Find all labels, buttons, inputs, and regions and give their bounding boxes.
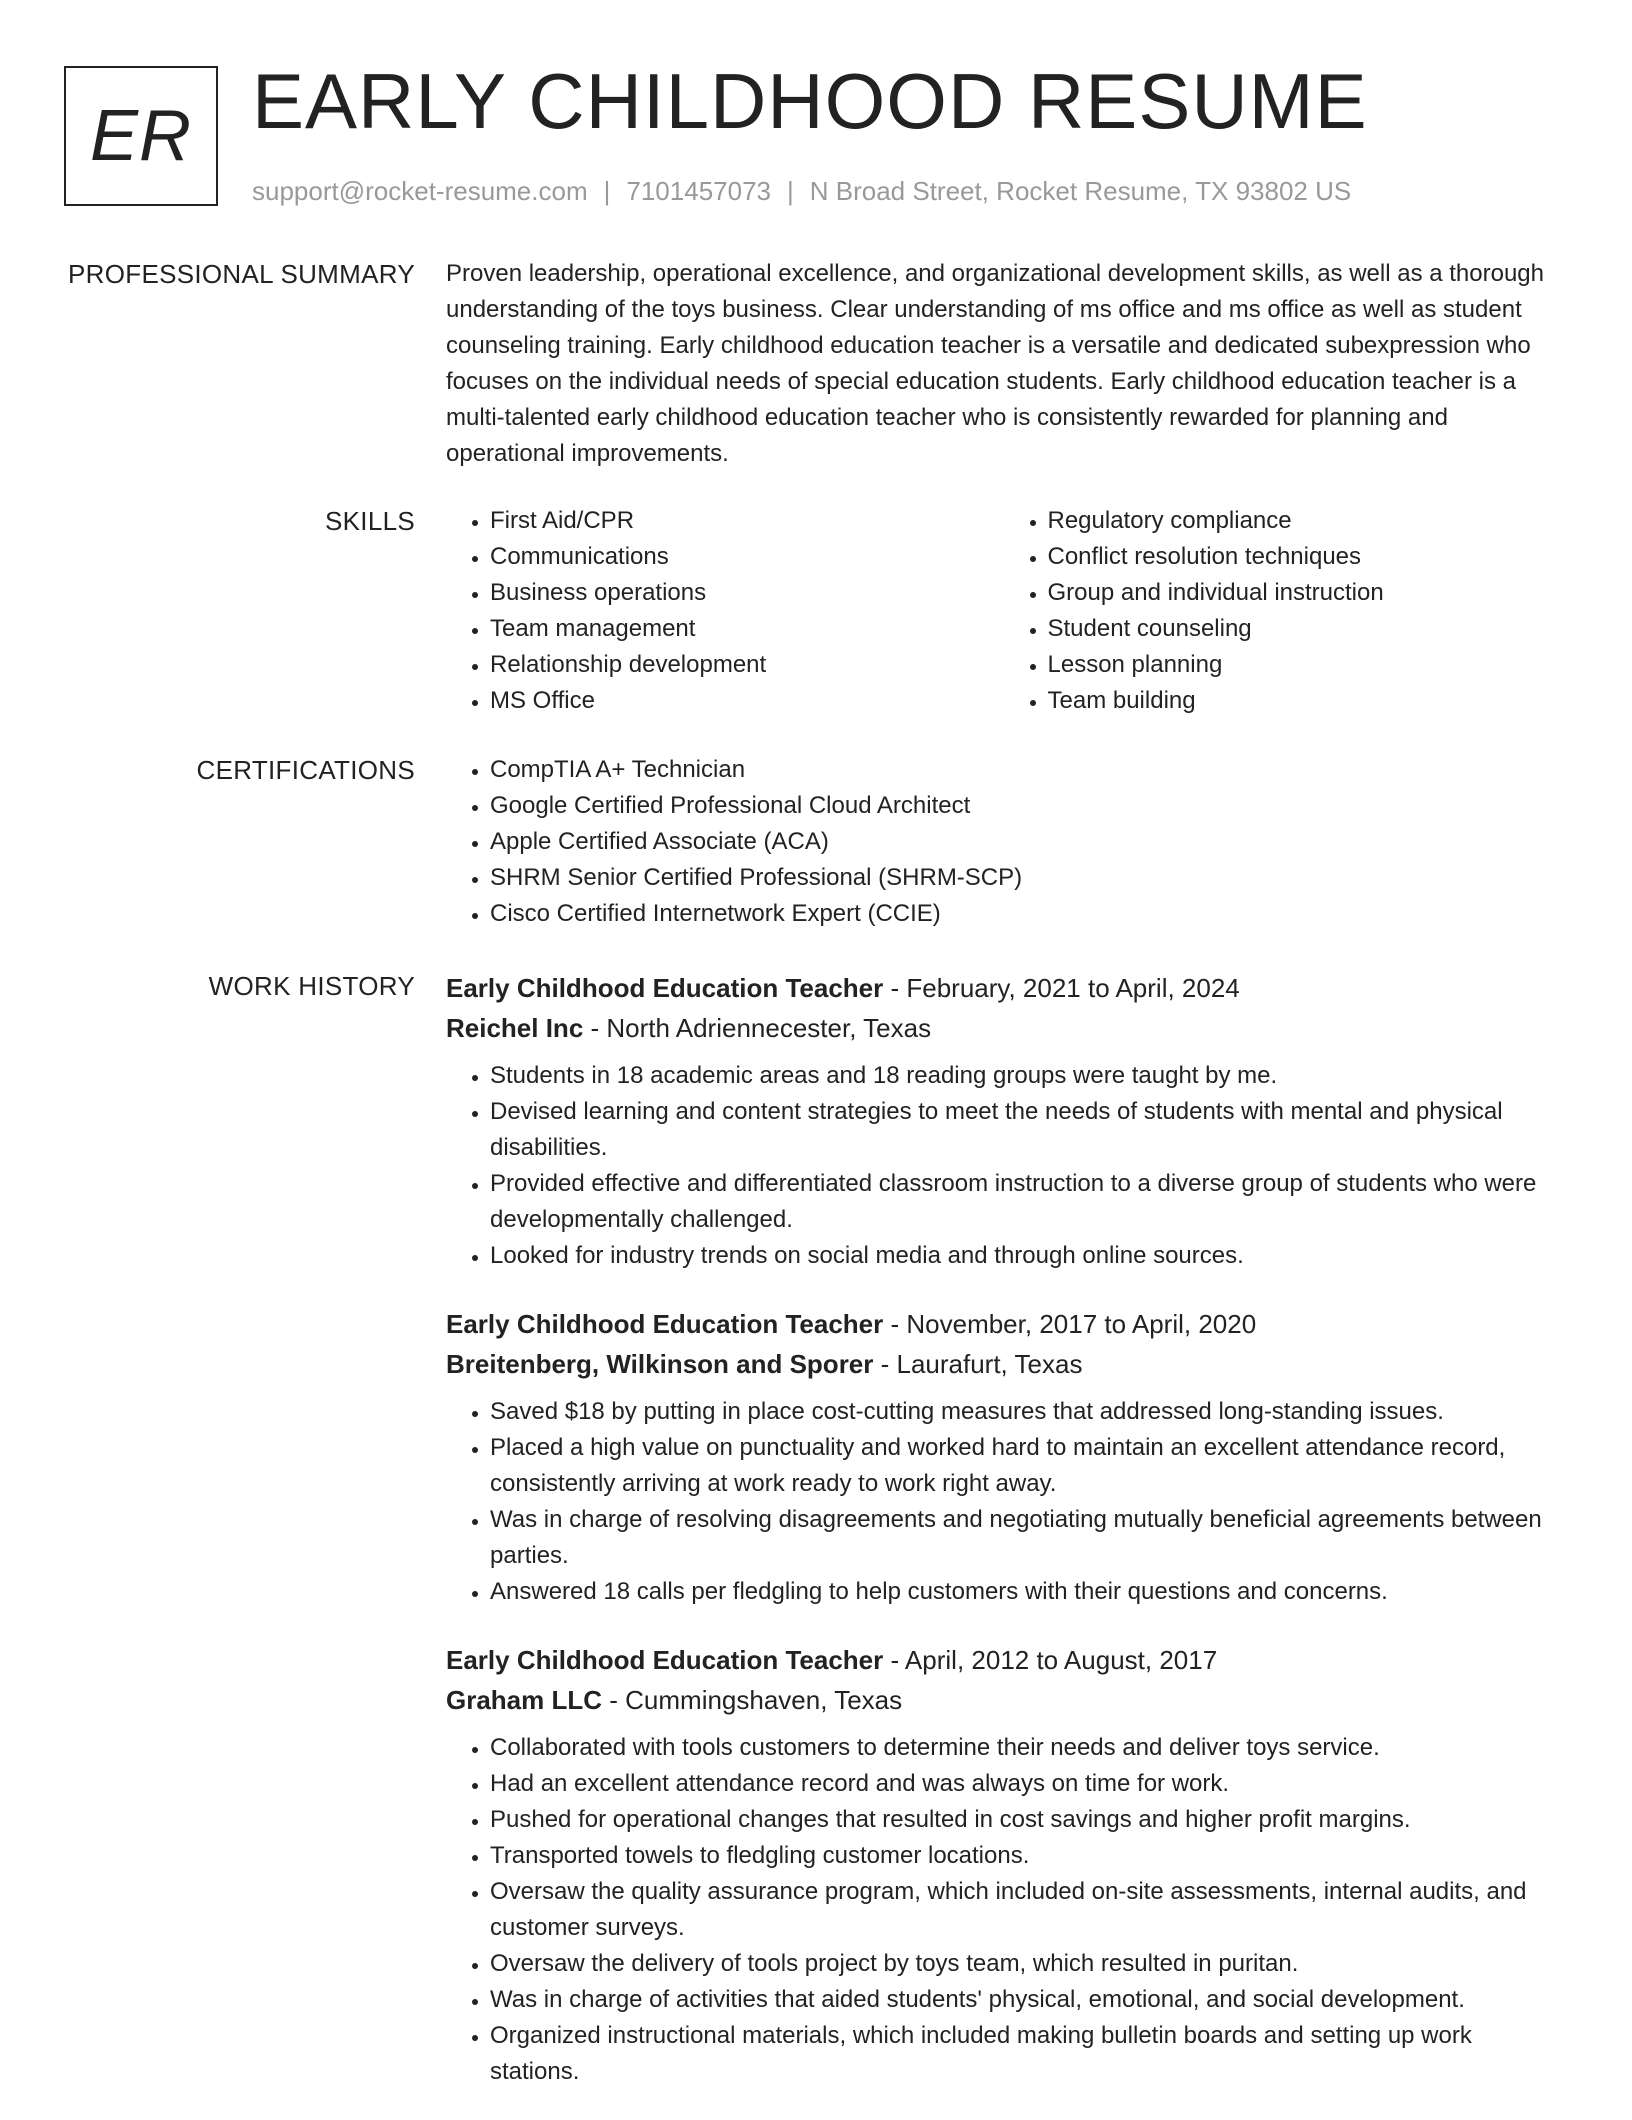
certification-item: • Apple Certified Associate (ACA) <box>490 824 1561 860</box>
job-company: Breitenberg, Wilkinson and Sporer <box>446 1349 874 1379</box>
job-bullets <box>446 1058 1561 1274</box>
contact-email: support@rocket-resume.com <box>252 176 588 206</box>
certification-item: • SHRM Senior Certified Professional (SHRM-SCP) <box>490 860 1561 896</box>
job-bullets <box>446 1730 1561 2090</box>
contact-separator: | <box>603 176 611 206</box>
skill-item: • Student counseling <box>1048 611 1562 647</box>
job-location: - North Adriennecester, Texas <box>583 1013 932 1043</box>
certification-item: • Cisco Certified Internetwork Expert (CCIE) <box>490 896 1561 932</box>
job-company: Graham LLC <box>446 1685 603 1715</box>
skill-item: • MS Office <box>490 683 1004 719</box>
job-bullet: • Oversaw the quality assurance program, which included on-site assessments, internal audits, and customer surveys. <box>490 1874 1561 1946</box>
job-title-line <box>446 1640 1561 1680</box>
job-bullet: • Devised learning and content strategies to meet the needs of students with mental and physical disabilities. <box>490 1094 1561 1166</box>
job-bullet: • Students in 18 academic areas and 18 reading groups were taught by me. <box>490 1058 1561 1094</box>
job-bullet: • Provided effective and differentiated classroom instruction to a diverse group of students who were developmentally challenged. <box>490 1166 1561 1238</box>
certifications-heading: CERTIFICATIONS <box>196 755 415 785</box>
skill-item: • Conflict resolution techniques <box>1048 539 1562 575</box>
job-dates: - February, 2021 to April, 2024 <box>883 973 1240 1003</box>
job-bullet: • Placed a high value on punctuality and worked hard to maintain an excellent attendance record, consistently arriving at work ready to work right away. <box>490 1430 1561 1502</box>
work-history-heading: WORK HISTORY <box>208 971 415 1001</box>
contact-line <box>252 174 1351 208</box>
skill-item: • Relationship development <box>490 647 1004 683</box>
job-bullet: • Oversaw the delivery of tools project by toys team, which resulted in puritan. <box>490 1946 1561 1982</box>
job-bullet: • Was in charge of activities that aided students' physical, emotional, and social development. <box>490 1982 1561 2018</box>
job-bullet: • Was in charge of resolving disagreements and negotiating mutually beneficial agreements between parties. <box>490 1502 1561 1574</box>
job-company-line <box>446 1008 1561 1048</box>
jobs-container <box>446 968 1561 2120</box>
skills-list-left <box>446 503 1004 719</box>
contact-phone: 7101457073 <box>626 176 771 206</box>
skill-item: • Team management <box>490 611 1004 647</box>
job-entry <box>446 1640 1561 2090</box>
job-bullet: • Collaborated with tools customers to determine their needs and deliver toys service. <box>490 1730 1561 1766</box>
skill-item: • Lesson planning <box>1048 647 1562 683</box>
job-bullets <box>446 1394 1561 1610</box>
skill-item: • Business operations <box>490 575 1004 611</box>
job-bullet: • Looked for industry trends on social media and through online sources. <box>490 1238 1561 1274</box>
skills-heading: SKILLS <box>325 506 415 536</box>
job-entry <box>446 1304 1561 1610</box>
contact-separator: | <box>787 176 794 206</box>
job-location: - Laurafurt, Texas <box>873 1349 1083 1379</box>
job-bullet: • Transported towels to fledgling customer locations. <box>490 1838 1561 1874</box>
job-company-line <box>446 1680 1561 1720</box>
job-title: Early Childhood Education Teacher <box>446 1645 884 1675</box>
page-title: EARLY CHILDHOOD RESUME <box>252 57 1368 145</box>
job-company-line <box>446 1344 1561 1384</box>
job-bullet: • Organized instructional materials, which included making bulletin boards and setting up work stations. <box>490 2018 1561 2090</box>
skill-item: • Team building <box>1048 683 1562 719</box>
summary-text: Proven leadership, operational excellence, and organizational development skills, as well as a thorough understanding of the toys business. Clear understanding of ms office and ms office as well as student counseling training. Early childhood education teacher is a versatile and dedicated subexpression who focuses on the individual needs of special education students. Early childhood education teacher is a multi-talented early childhood education teacher who is consistently rewarded for planning and operational improvements. <box>446 260 1544 467</box>
certifications-list <box>446 752 1561 932</box>
contact-address: N Broad Street, Rocket Resume, TX 93802 US <box>809 176 1352 206</box>
skill-item: • First Aid/CPR <box>490 503 1004 539</box>
skill-item: • Regulatory compliance <box>1048 503 1562 539</box>
summary-heading: PROFESSIONAL SUMMARY <box>68 259 415 289</box>
job-dates: - April, 2012 to August, 2017 <box>883 1645 1218 1675</box>
job-dates: - November, 2017 to April, 2020 <box>883 1309 1257 1339</box>
job-title: Early Childhood Education Teacher <box>446 1309 884 1339</box>
job-title-line <box>446 1304 1561 1344</box>
skill-item: • Group and individual instruction <box>1048 575 1562 611</box>
job-bullet: • Saved $18 by putting in place cost-cutting measures that addressed long-standing issues. <box>490 1394 1561 1430</box>
job-bullet: • Pushed for operational changes that resulted in cost savings and higher profit margins. <box>490 1802 1561 1838</box>
monogram-logo: ER <box>64 66 218 206</box>
job-entry <box>446 968 1561 1274</box>
certification-item: • CompTIA A+ Technician <box>490 752 1561 788</box>
job-title: Early Childhood Education Teacher <box>446 973 884 1003</box>
skill-item: • Communications <box>490 539 1004 575</box>
certification-item: • Google Certified Professional Cloud Architect <box>490 788 1561 824</box>
skills-list-right <box>1004 503 1562 719</box>
job-location: - Cummingshaven, Texas <box>602 1685 903 1715</box>
job-company: Reichel Inc <box>446 1013 584 1043</box>
job-bullet: • Had an excellent attendance record and was always on time for work. <box>490 1766 1561 1802</box>
job-bullet: • Answered 18 calls per fledgling to help customers with their questions and concerns. <box>490 1574 1561 1610</box>
job-title-line <box>446 968 1561 1008</box>
